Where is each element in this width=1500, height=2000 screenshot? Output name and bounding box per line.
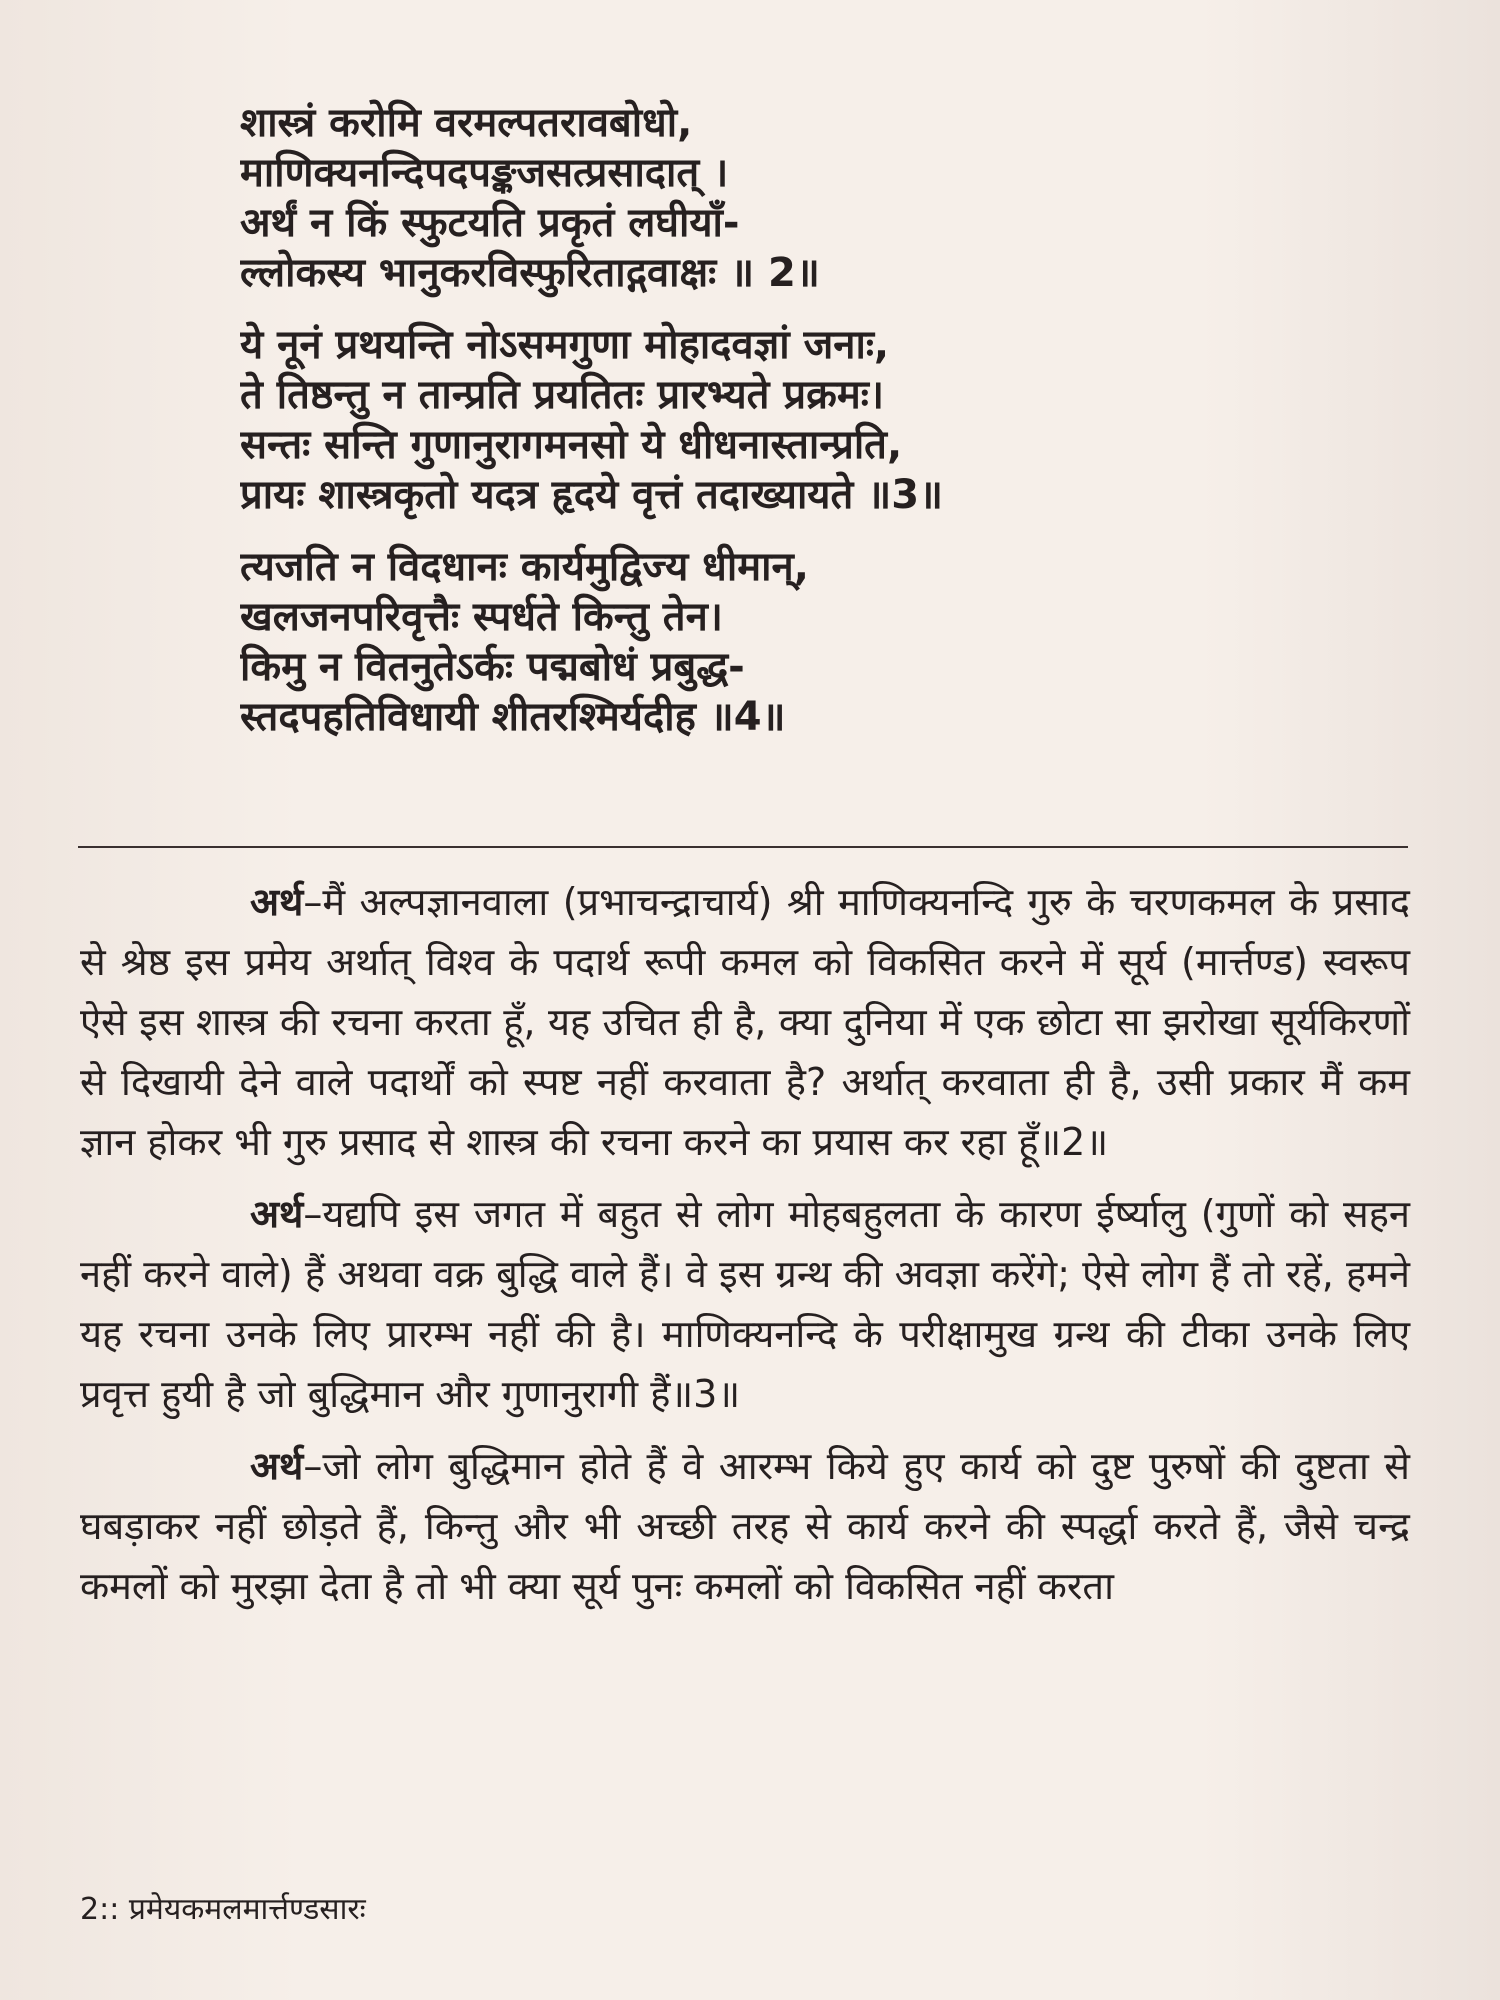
paragraph-text: –यद्यपि इस जगत में बहुत से लोग मोहबहुलता के कारण ईर्ष्यालु (गुणों को सहन नहीं करने वाले) हैं अथवा वक्र बुद्धि वाले हैं। वे इस ग्रन्थ की अवज्ञा करेंगे; ऐसे लोग हैं तो रहें, हमने यह रचना उनके लिए प्रारम्भ नहीं की है। माणिक्यनन्दि के परीक्षामुख ग्रन्थ की टीका उनके लिए प्रवृत्त हुयी है जो बुद्धिमान और गुणानुरागी हैं॥3॥ xyxy=(80,1192,1410,1416)
verse-3 xyxy=(240,320,1420,520)
verse-line: ये नूनं प्रथयन्ति नोऽसमगुणा मोहादवज्ञां जनाः, xyxy=(240,322,890,368)
verse-line: खलजनपरिवृत्तैः स्पर्धते किन्तु तेन। xyxy=(240,594,723,640)
verse-line: स्तदपहतिविधायी शीतरश्मिर्यदीह ॥4॥ xyxy=(240,694,786,740)
sanskrit-verses xyxy=(240,98,1420,764)
paragraph-text: –मैं अल्पज्ञानवाला (प्रभाचन्द्राचार्य) श्री माणिक्यनन्दि गुरु के चरणकमल के प्रसाद से श्रेष्ठ इस प्रमेय अर्थात् विश्व के पदार्थ रूपी कमल को विकसित करने में सूर्य (मार्त्तण्ड) स्वरूप ऐसे इस शास्त्र की रचना करता हूँ, यह उचित ही है, क्या दुनिया में एक छोटा सा झरोखा सूर्यकिरणों से दिखायी देने वाले पदार्थों को स्पष्ट नहीं करवाता है? अर्थात् करवाता ही है, उसी प्रकार मैं कम ज्ञान होकर भी गुरु प्रसाद से शास्त्र की रचना करने का प्रयास कर रहा हूँ॥2॥ xyxy=(80,880,1410,1164)
paragraph-label: अर्थ xyxy=(250,880,304,924)
divider-rule xyxy=(78,846,1408,848)
verse-line: शास्त्रं करोमि वरमल्पतरावबोधो, xyxy=(240,100,693,146)
paragraph-text: –जो लोग बुद्धिमान होते हैं वे आरम्भ किये हुए कार्य को दुष्ट पुरुषों की दुष्टता से घबड़ाकर नहीं छोड़ते हैं, किन्तु और भी अच्छी तरह से कार्य करने की स्पर्द्धा करते हैं, जैसे चन्द्र कमलों को मुरझा देता है तो भी क्या सूर्य पुनः कमलों को विकसित नहीं करता xyxy=(80,1444,1410,1608)
verse-line: किमु न वितनुतेऽर्कः पद्मबोधं प्रबुद्ध- xyxy=(240,644,745,690)
verse-4 xyxy=(240,542,1420,742)
verse-line: माणिक्यनन्दिपदपङ्कजसत्प्रसादात् । xyxy=(240,150,729,196)
verse-line: अर्थं न किं स्फुटयति प्रकृतं लघीयाँ- xyxy=(240,200,740,246)
verse-2 xyxy=(240,98,1420,298)
paragraph-label: अर्थ xyxy=(250,1444,304,1488)
verse-line: ल्लोकस्य भानुकरविस्फुरिताद्गवाक्षः ॥ 2॥ xyxy=(240,250,820,296)
commentary-paragraph-4 xyxy=(80,1436,1410,1616)
commentary-paragraph-3 xyxy=(80,1184,1410,1424)
verse-line: सन्तः सन्ति गुणानुरागमनसो ये धीधनास्तान्प्रति, xyxy=(240,422,903,468)
verse-line: त्यजति न विदधानः कार्यमुद्विज्य धीमान्, xyxy=(240,544,809,590)
verse-line: प्रायः शास्त्रकृतो यदत्र हृदये वृत्तं तदाख्यायते ॥3॥ xyxy=(240,472,943,518)
verse-line: ते तिष्ठन्तु न तान्प्रति प्रयतितः प्रारभ्यते प्रक्रमः। xyxy=(240,372,885,418)
page-footer: 2:: प्रमेयकमलमार्त्तण्डसारः xyxy=(80,1892,366,1927)
paragraph-label: अर्थ xyxy=(250,1192,304,1236)
commentary-paragraph-2 xyxy=(80,872,1410,1172)
hindi-commentary xyxy=(80,872,1410,1628)
